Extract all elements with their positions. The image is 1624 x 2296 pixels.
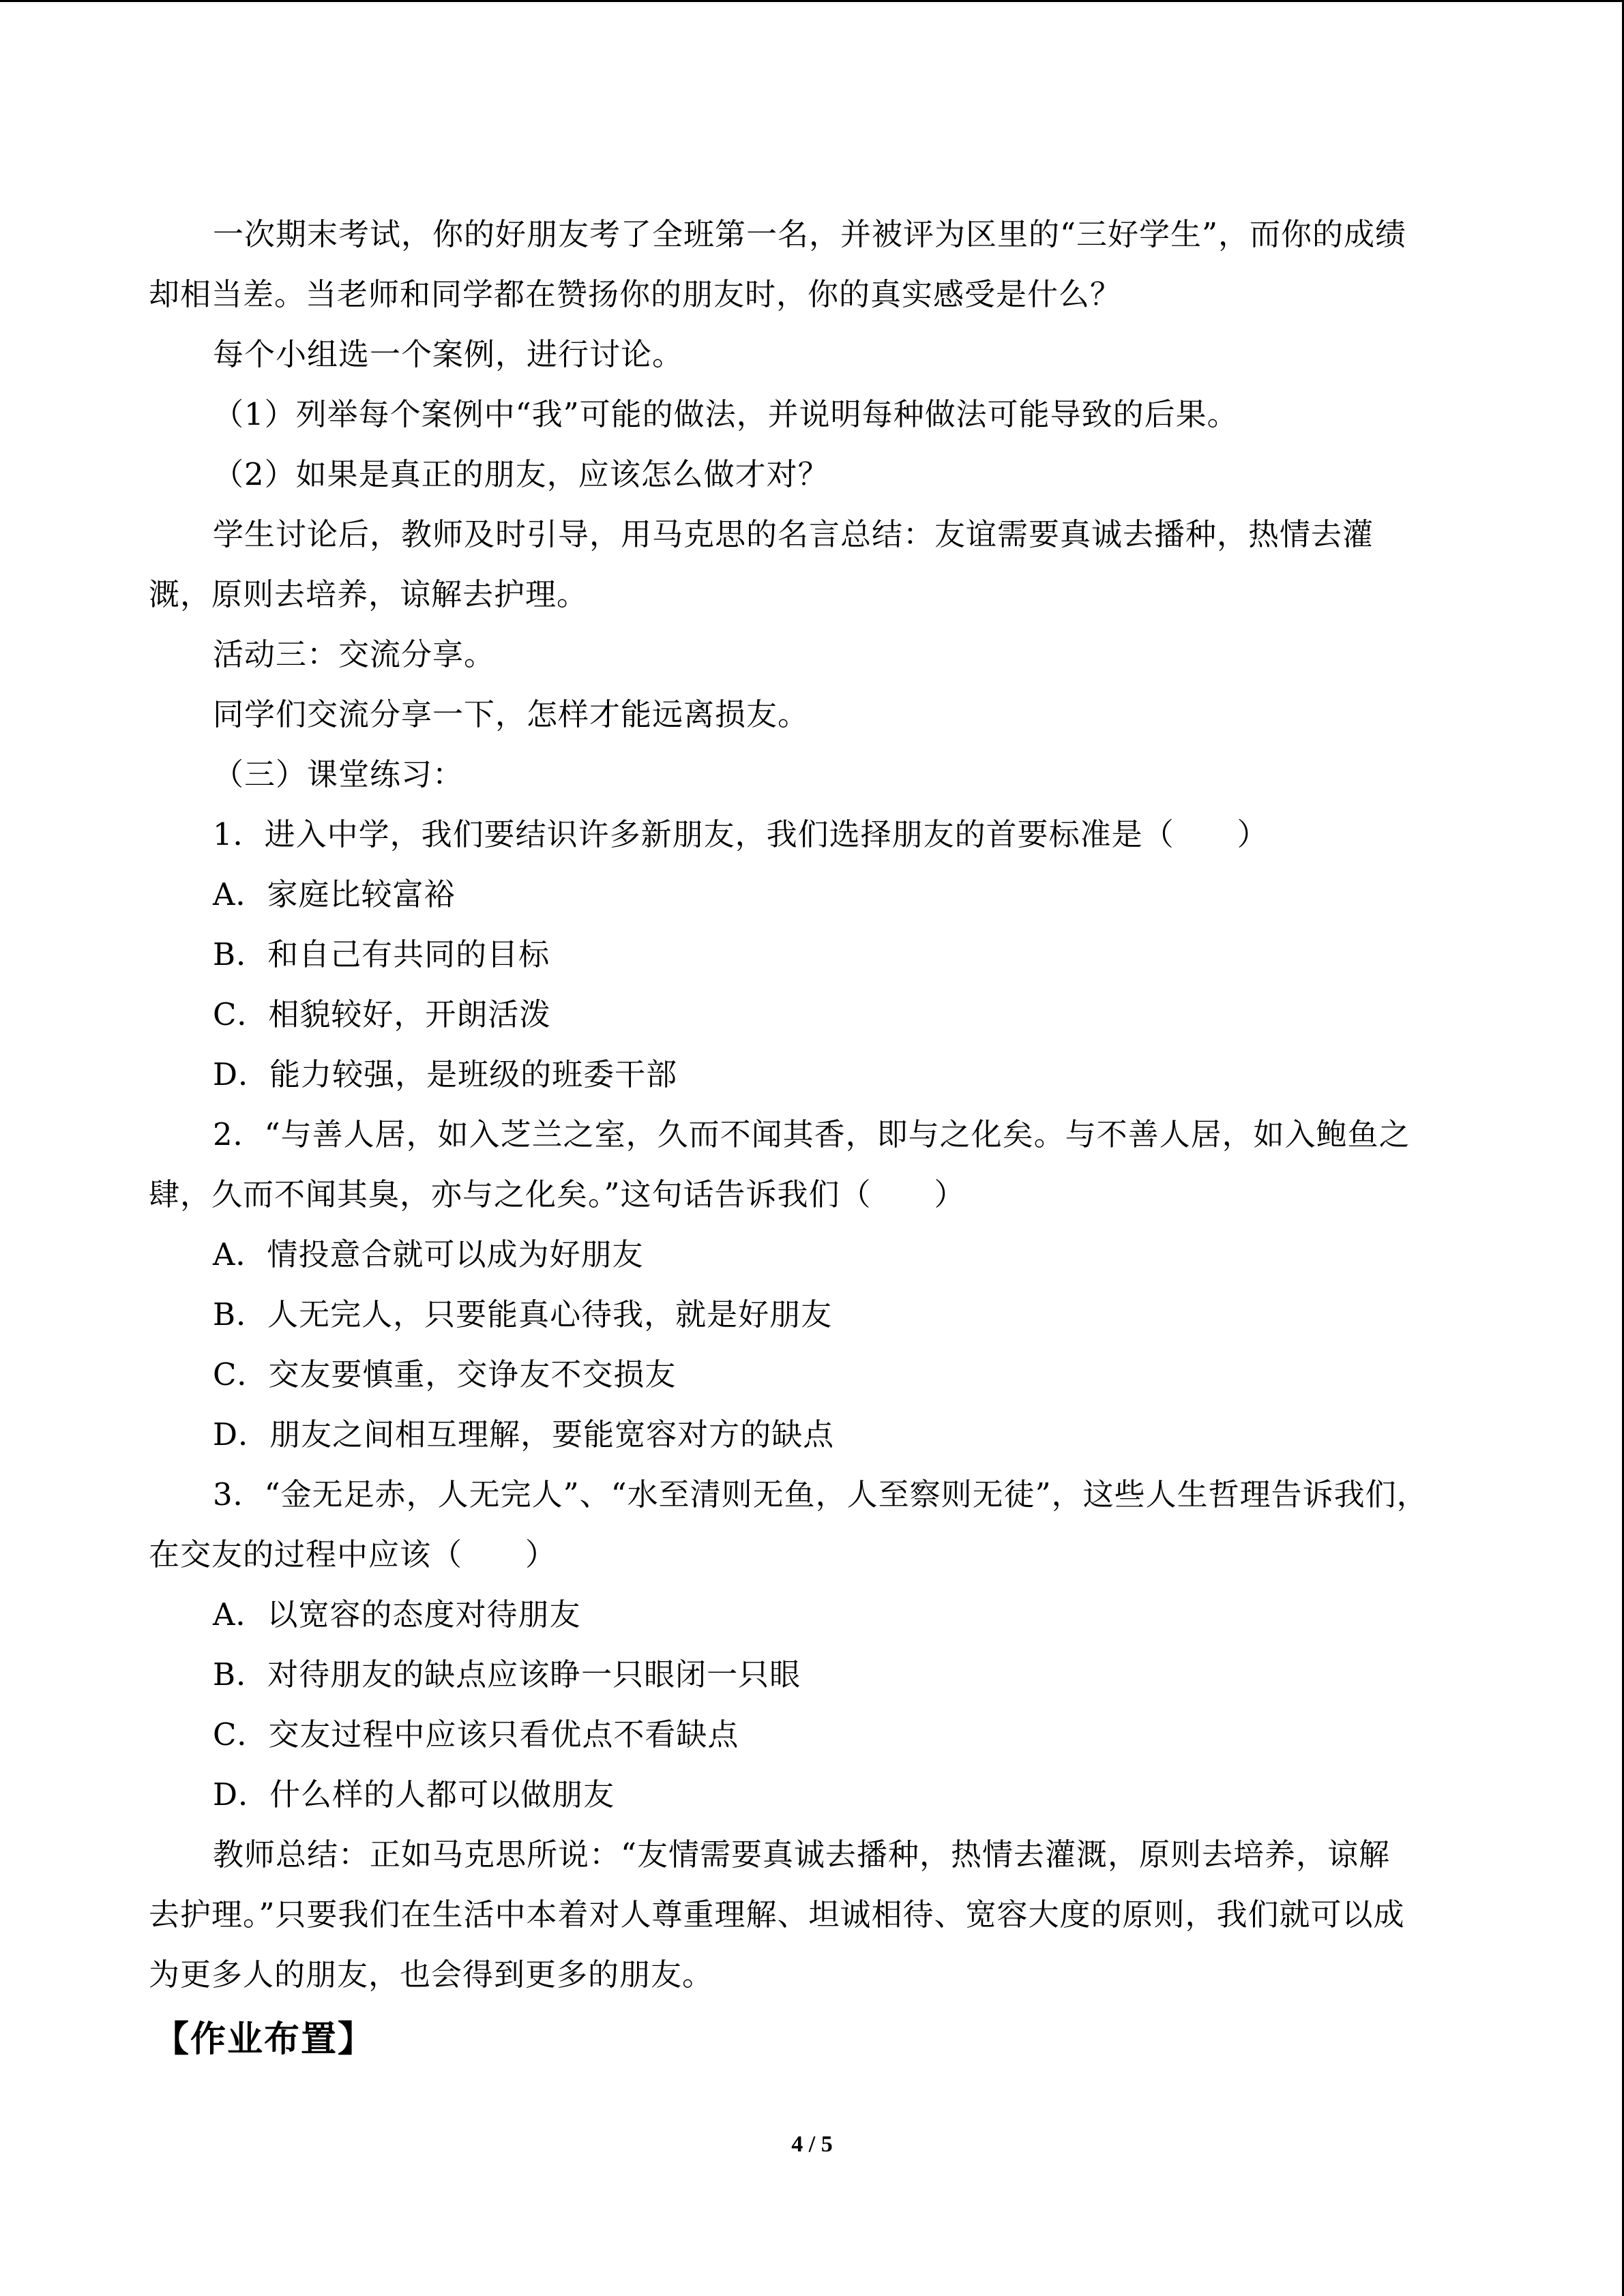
answer-option: B．和自己有共同的目标 [213, 936, 550, 972]
paragraph-line: 溉，原则去培养，谅解去护理。 [149, 576, 589, 612]
question-text: 2．“与善人居，如入芝兰之室，久而不闻其香，即与之化矣。与不善人居，如入鲍鱼之 [213, 1116, 1411, 1152]
paragraph-line: 为更多人的朋友，也会得到更多的朋友。 [149, 1956, 714, 1993]
answer-option: A．家庭比较富裕 [213, 876, 456, 912]
paragraph-line: 教师总结：正如马克思所说：“友情需要真诚去播种，热情去灌溉，原则去培养，谅解 [213, 1836, 1391, 1873]
answer-option: C．交友要慎重，交诤友不交损友 [213, 1356, 677, 1392]
paragraph-line: 学生讨论后，教师及时引导，用马克思的名言总结：友谊需要真诚去播种，热情去灌 [213, 516, 1374, 552]
paragraph-line: 每个小组选一个案例，进行讨论。 [213, 336, 684, 372]
question-text: 1．进入中学，我们要结识许多新朋友，我们选择朋友的首要标准是（ ） [213, 816, 1269, 852]
answer-option: A．以宽容的态度对待朋友 [213, 1596, 581, 1632]
answer-option: B．对待朋友的缺点应该睁一只眼闭一只眼 [213, 1656, 801, 1693]
discussion-item: （1）列举每个案例中“我”可能的做法，并说明每种做法可能导致的后果。 [213, 396, 1239, 432]
answer-option: C．相貌较好，开朗活泼 [213, 996, 551, 1032]
answer-option: D．什么样的人都可以做朋友 [213, 1776, 615, 1813]
paragraph-line: 同学们交流分享一下，怎样才能远离损友。 [213, 696, 810, 732]
question-text: 3．“金无足赤，人无完人”、“水至清则无鱼，人至察则无徒”，这些人生哲理告诉我们， [213, 1476, 1428, 1512]
page-number: 4 / 5 [791, 2132, 833, 2157]
answer-option: D．能力较强，是班级的班委干部 [213, 1056, 678, 1092]
section-heading: 【作业布置】 [153, 2019, 375, 2060]
question-text: 肆，久而不闻其臭，亦与之化矣。”这句话告诉我们（ ） [149, 1176, 966, 1212]
answer-option: D．朋友之间相互理解，要能宽容对方的缺点 [213, 1416, 835, 1452]
answer-option: C．交友过程中应该只看优点不看缺点 [213, 1716, 739, 1753]
discussion-item: （2）如果是真正的朋友，应该怎么做才对？ [213, 456, 829, 492]
paragraph-line: 去护理。”只要我们在生活中本着对人尊重理解、坦诚相待、宽容大度的原则，我们就可以成 [149, 1896, 1405, 1933]
paragraph-line: 一次期末考试，你的好朋友考了全班第一名，并被评为区里的“三好学生”，而你的成绩 [213, 216, 1407, 252]
activity-title: 活动三：交流分享。 [213, 636, 496, 672]
subsection-title: （三）课堂练习： [213, 756, 464, 792]
paragraph-line: 却相当差。当老师和同学都在赞扬你的朋友时，你的真实感受是什么？ [149, 276, 1122, 312]
document-body [149, 205, 1486, 2005]
answer-option: B．人无完人，只要能真心待我，就是好朋友 [213, 1296, 833, 1332]
answer-option: A．情投意合就可以成为好朋友 [213, 1236, 644, 1272]
question-text: 在交友的过程中应该（ ） [149, 1536, 557, 1572]
